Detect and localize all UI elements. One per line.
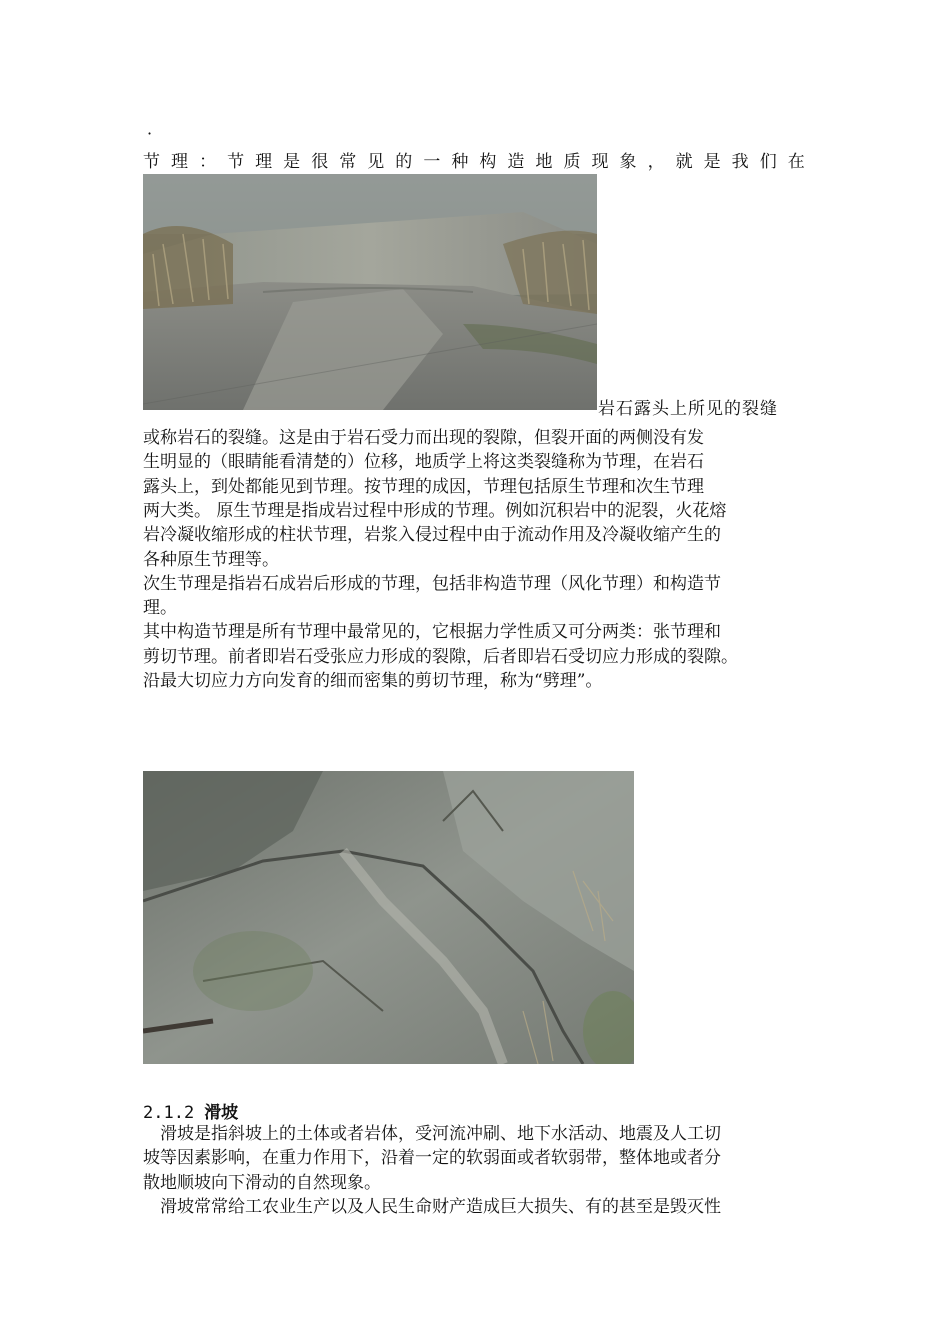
text-line: 坡等因素影响，在重力作用下，沿着一定的软弱面或者软弱带，整体地或者分 [143,1148,721,1169]
intro-char: 是 [283,152,301,172]
intro-char: 理 [171,152,189,172]
text-line: 岩冷凝收缩形成的柱状节理，岩浆入侵过程中由于流动作用及冷凝收缩产生的 [143,525,721,546]
text-line: 理。 [143,598,177,619]
text-line: 或称岩石的裂缝。这是由于岩石受力而出现的裂隙，但裂开面的两侧没有发 [143,428,704,448]
text-line: 两大类。 原生节理是指成岩过程中形成的节理。例如沉积岩中的泥裂，火花熔 [143,500,727,521]
rock-crack-photo [143,771,634,1064]
text-line: 各种原生节理等。 [143,549,279,570]
intro-char: ， [647,152,665,172]
intro-char: 节 [143,152,160,172]
intro-char: 质 [563,152,581,172]
rock-outcrop-photo [143,174,597,410]
intro-char: 很 [311,152,329,172]
text-line: 散地顺坡向下滑动的自然现象。 [143,1172,381,1193]
text-line: 其中构造节理是所有节理中最常见的，它根据力学性质又可分两类：张节理和 [143,622,721,643]
text-line: 剪切节理。前者即岩石受张应力形成的裂隙，后者即岩石受切应力形成的裂隙。 [143,646,738,667]
intro-char: 构 [479,152,497,172]
intro-char: 地 [535,152,553,172]
intro-char: 我 [731,152,749,172]
intro-char: 理 [255,152,273,172]
intro-char: 一 [423,152,441,172]
text-line: 滑坡是指斜坡上的土体或者岩体，受河流冲刷、地下水活动、地震及人工切 [143,1124,721,1144]
section-title: 滑坡 [204,1103,239,1123]
intro-char: 见 [367,152,385,172]
text-line: 生明显的（眼睛能看清楚的）位移，地质学上将这类裂缝称为节理，在岩石 [143,452,704,473]
section-number: 2.1.2 [143,1103,195,1123]
photo1-caption: 岩石露头上所见的裂缝 [598,399,778,419]
intro-char: 们 [759,152,777,172]
text-line: 滑坡常常给工农业生产以及人民生命财产造成巨大损失、有的甚至是毁灭性 [143,1196,721,1217]
intro-char: 现 [591,152,609,172]
intro-char: 常 [339,152,357,172]
bullet-dot: · [147,124,153,143]
intro-char: 种 [451,152,469,172]
intro-char: 的 [395,152,413,172]
intro-char: 就 [675,152,693,172]
intro-char: 是 [703,152,721,172]
text-line: 次生节理是指岩石成岩后形成的节理，包括非构造节理（风化节理）和构造节 [143,573,721,594]
intro-char: 节 [227,152,245,172]
intro-char: 在 [787,152,805,172]
text-line: 沿最大切应力方向发育的细而密集的剪切节理，称为“劈理”。 [143,671,603,691]
intro-line [143,150,805,174]
intro-char: ： [199,152,217,172]
section-heading [143,1098,238,1123]
intro-char: 造 [507,152,525,172]
text-line: 露头上，到处都能见到节理。按节理的成因，节理包括原生节理和次生节理 [143,476,704,497]
intro-char: 象 [619,152,637,172]
